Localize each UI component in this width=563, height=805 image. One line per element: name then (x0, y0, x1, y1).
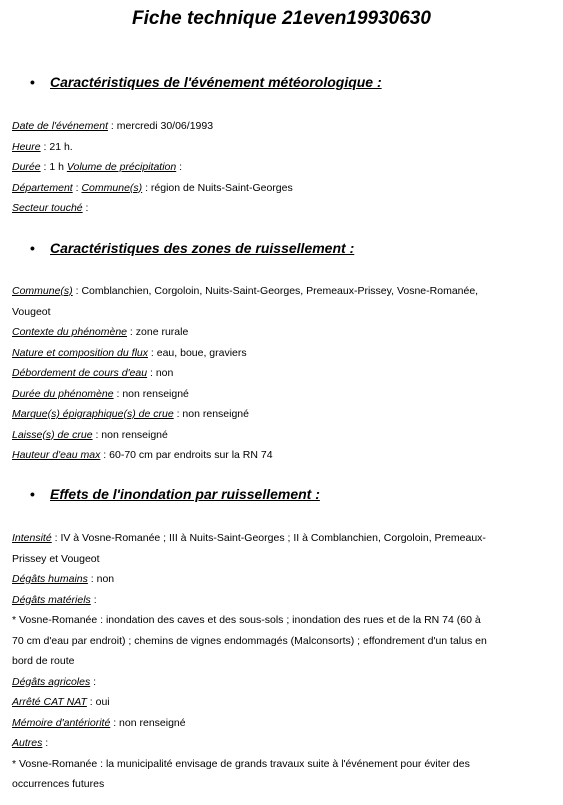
field-communes: Commune(s) : Comblanchien, Corgoloin, Nuits-Saint-Georges, Premeaux-Prissey, Vosne-Romanée, (12, 285, 479, 297)
field-intensite: Intensité : IV à Vosne-Romanée ; III à Nuits-Saint-Georges ; II à Comblanchien, Corgoloin, Premeaux- (12, 532, 486, 544)
field-communes-cont: Vougeot (12, 305, 51, 318)
field-materiels-detail-2: 70 cm d'eau par endroit) ; chemins de vignes endommagés (Malconsorts) ; effondrement d'un talus en (12, 634, 487, 647)
field-nature: Nature et composition du flux : eau, boue, graviers (12, 346, 247, 359)
section-evenement (30, 74, 550, 90)
field-intensite-cont: Prissey et Vougeot (12, 552, 100, 565)
fields-zones (12, 281, 542, 466)
field-autres: Autres : (12, 737, 49, 749)
field-materiels-detail-1: * Vosne-Romanée : inondation des caves et des sous-sols ; inondation des rues et de la RN 74 (60 à (12, 614, 481, 626)
bullet-icon: • (30, 240, 35, 256)
field-localisation: Département : Commune(s) : région de Nuits-Saint-Georges (12, 181, 293, 194)
field-autres-detail-1: * Vosne-Romanée : la municipalité envisage de grands travaux suite à l'événement pour éviter des (12, 757, 470, 770)
page-title: Fiche technique 21even19930630 (132, 8, 431, 29)
section-heading-evenement: • Caractéristiques de l'événement météorologique : (30, 74, 382, 90)
fields-effets (12, 528, 542, 795)
field-degats-agricoles: Dégâts agricoles : (12, 675, 97, 688)
field-duree: Durée : 1 h Volume de précipitation : (12, 161, 183, 173)
field-date: Date de l'événement : mercredi 30/06/1993 (12, 120, 214, 132)
field-debordement: Débordement de cours d'eau : non (12, 367, 174, 379)
bullet-icon: • (30, 486, 35, 502)
field-contexte: Contexte du phénomène : zone rurale (12, 326, 189, 338)
field-laisses: Laisse(s) de crue : non renseigné (12, 428, 168, 441)
fields-evenement (12, 116, 542, 219)
field-degats-humains: Dégâts humains : non (12, 573, 115, 585)
bullet-icon: • (30, 74, 35, 90)
section-effets (30, 486, 550, 502)
section-heading-zones: • Caractéristiques des zones de ruissellement : (30, 240, 355, 256)
field-secteur: Secteur touché : (12, 202, 89, 214)
field-materiels-detail-3: bord de route (12, 655, 75, 667)
field-degats-materiels: Dégâts matériels : (12, 593, 97, 606)
section-zones (30, 240, 550, 256)
field-autres-detail-2: occurrences futures (12, 778, 105, 790)
field-marques: Marque(s) épigraphique(s) de crue : non renseigné (12, 408, 249, 420)
field-heure: Heure : 21 h. (12, 140, 73, 153)
field-duree-phenomene: Durée du phénomène : non renseigné (12, 387, 189, 400)
section-heading-effets: • Effets de l'inondation par ruissellement : (30, 486, 320, 502)
field-hauteur: Hauteur d'eau max : 60-70 cm par endroits sur la RN 74 (12, 449, 273, 461)
field-catnat: Arrêté CAT NAT : oui (12, 696, 110, 708)
field-memoire: Mémoire d'antériorité : non renseigné (12, 716, 186, 729)
